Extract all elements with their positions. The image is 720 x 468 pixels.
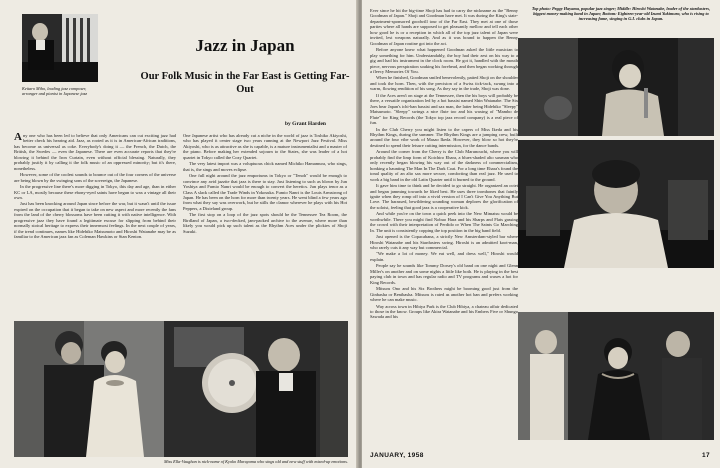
paragraph: When he finished, Goodman smiled benevolently, patted Shoji on the shoulder and took the horn. Then, with the precision of a Swiss tick-tack, swung into a warm, flowing rendition of his song. As they say in the trade, Shoji was done. xyxy=(370,75,518,92)
paragraph: People say he sounds like Tommy Dorsey's old band on one night and Glenn Miller's on another and on some nights a little like both. He is playing in the best paying club in town and has regular radio and TV programs and waxes a hot for King Records. xyxy=(370,263,518,285)
paragraph: It gave him time to think and he decided to go straight. He organized an octet and began jamming towards he liked best. He uses three trombones that faintly ignite when they romp off into a vivid version of I Can't Give You Anything But Love. The harassed, bewildering sounding woman deplores the glorification of the soloist, feeling that good jazz is a cooperative kick. xyxy=(370,183,518,210)
paragraph: In the progressive line there's more digging in Tokyo, this day and age, than in either KC or LA, mostly because these ebony-eyed saints have begun to wax a vintage all their own. xyxy=(14,184,176,200)
paragraph: Ever since he hit the big-time Shoji has had to carry the nickname as the "Benny Goodman of Japan." Shoji and Goodman have met. It was during the King's state-department-sponsored goodwill tour of the Far East. They met at one of those parties where all hands are supposed to get pleasantly mellow and tell each other how good he is or a reception in which all of the top jazz talent of Japan were invited, lest weapons naturally. And as it was bound to happen the Benny Goodman of Japan routine got into the act. xyxy=(370,8,518,46)
paragraph: Just has been knocking around Japan since before the war, but it wasn't until the issue expired on the occupation that it began to take on new aspect and more recently the fans from the land of the cherry blossoms have been cutting it with native intelligence. With progressive jazz they have found a legitimate excuse for slipping from behind their normally stoical heritage to express their innermost feelings. In the next couple of years, if the trend continues, names like Hidehiko Matsumoto and Hiroshi Watanabe may be as familiar to the American jazz fan as Coleman Hawkins or Stan Kenton. xyxy=(14,201,176,240)
paragraph: Around the corner from the Cherry is the Club Marunouchi, where you will probably find the limp form of Koichiro Ehara, a blues-shaded alto saxman who only recently began blowing his way out of the darkness of commercialism, honking a haunting The Man In The Dark Coat. For a long time Ehara's found the tonal quality of an alto sax more secure, comforting than real jazz. He used to work a big band in the old Latin Quarter until it burned to the ground. xyxy=(370,149,518,182)
drop-cap: A xyxy=(14,131,22,143)
paragraph: The very latest import was a voluptuous chick named Michiko Hamamura, who sings, that is, the sings and moves eclipse. xyxy=(183,161,347,172)
column-middle xyxy=(183,133,347,235)
article-title: Jazz in Japan xyxy=(195,36,295,55)
paragraph: If the Aces aren't on stage at the Tennessee, then the his boys will probably be there, a versatile organization led by a hot bassist named Shin Watanabe. The Six Joes bear Japan's ichi-ban bassist and sax man, the latter being Hidehiko "Sleepy" Matsumoto. "Sleepy" swings a nice flute too and his waxing of "Mambo de Flute" for King Records (the Tokyo top jazz record company) is a real piece of fun. xyxy=(370,92,518,126)
pianist-caption: Keitaro Miho, leading jazz composer, arranger and pianist in Japanese jazz xyxy=(22,86,88,97)
izumi-yukimura-image xyxy=(518,312,714,440)
photos-caption: Top photo: Peggy Hayama, popular jazz singer; Middle: Hiroshi Watanabe, leader of the stardusters, biggest money-making band in Japan; Bottom: Eighteen-year-old Izumi Yukimura, who is rising to increasing fame, singing in G.I. clubs in Japan. xyxy=(531,6,711,22)
left-page xyxy=(0,0,358,468)
page-number-right: 17 xyxy=(702,452,711,459)
pianist-image xyxy=(22,14,98,82)
right-page xyxy=(362,0,720,468)
paragraph: One Japanese artist who has already cut a niche in the world of jazz is Toshiko Akiyoshi, who has played it center stage two years running at the Newport Jazz Festival. Miss Akiyoshi, who is as attractive as she is capable, is a mature instrumentalist and a master of the piano. Before making her extended sojourn to the States, she was leader of a hot quartet in Tokyo called the Cozy Quartet. xyxy=(183,133,347,160)
paragraph: In the Club Cherry you might listen to the capers of Miss Ikeda and his Rhythm Kings, during the summer. The Rhythm Kings are a jumping crew, built around the four vibe work of Masao Ikeda. However, they blow so hot they're destined to spend their leisure cutting intermission, for the dance bands. xyxy=(370,126,518,148)
issue-date: JANUARY, 1958 xyxy=(370,452,424,459)
singer-photo xyxy=(14,321,348,457)
singer-caption: Miss Ella-Vaughan is nick-name of Kyoko Maruyama who sings old and new stuff with mixed-up emotions. xyxy=(163,459,348,464)
paragraph: However, some of the coolest sounds to bounce out of the four corners of the universe are being blown by the swinging sons of the sovereign, the Japanese. xyxy=(14,172,176,183)
paragraph: "We make a lot of money. We eat well, and dress well," Hiroshi would explain. xyxy=(370,251,518,262)
paragraph: And while you're on the town a quick peek into the New Mimatsu would be worthwhile. There you might find Nobuo Hara and his Sharps and Flats gassing the crowd with their interpretation of Perdido or When The Saints Go Marching In. The unit is consistently copping the top position in the big band field. xyxy=(370,211,518,233)
paragraph: Any one who has been led to believe that only Americans can cut exciting jazz had better check his hearing aid. Jazz, as rooted as it is in American-African traditions, has become as universal as coke. Everybody's doing it — the French, the Dutch, the British, the Swedes — even the Japanese. There are even accurate reports that they're blowing it behind the Iron Curtain, even without official blessing. Naturally, they probably justify it by calling it the folk music of an oppressed minority; but it's there, nonetheless. xyxy=(14,131,176,171)
column-left xyxy=(14,133,176,241)
hiroshi-watanabe-image xyxy=(518,140,714,268)
pianist-photo xyxy=(22,14,98,82)
paragraph: Mitsuru Ono and his Six Brothers might be booming good just from the Ginbasha or Benibasha. Mitsuru is rated as another hot ban and prefers working where he can make music. xyxy=(370,286,518,303)
peggy-hayama-photo xyxy=(518,38,714,136)
article-byline: by Grant Harden xyxy=(285,121,326,127)
singer-image xyxy=(14,321,348,457)
paragraph: Way across town in Hibiya Park is the Club Hibiya, a chateau affair dedicated to those in the know. Groups like Akira Watanabe and his Embers Five or Shungo Sawada and his xyxy=(370,303,518,320)
hiroshi-watanabe-photo xyxy=(518,140,714,268)
peggy-hayama-image xyxy=(518,38,714,136)
article-subtitle: Our Folk Music in the Far East is Getting Far-Out xyxy=(140,71,350,95)
column-right xyxy=(370,8,518,321)
paragraph: Just opened is the Copacabana, a strictly New Amsterdam-styled bar where Hiroshi Watanabe and his Stardusters swing. Hiroshi is an admitted koot-man, who rarely cuts it any way but commercial. xyxy=(370,234,518,251)
izumi-yukimura-photo xyxy=(518,312,714,440)
paragraph: Before anyone knew what happened Goodman asked the little musician to play something for him. Understandably, the boy had their zest on his way to a gig and had his instrument in the clock room. He got it, handled with the mouth piece, nervous perspiration soaking his forehead, and then began working through a fleecy Memories Of You. xyxy=(370,47,518,74)
paragraph: One full night around the jazz emporiums in Tokyo or "Tenoh" would be enough to convince any avid jazzite that jazz is there to stay. Just listening to such as blown by Jun Yoshiya and Fumio Nanri would be enough to convert the heretics. Jun plays tenor as a Class A slack called the Trade Winds in Yokosuka. Fumio Nanri is the Louis Armstrong of Japan. He has been on the horn for more than twenty years. He went blind a few years ago from what they say was overwork, but he stills the clamor wherever he plays with his Hot Peppers, a Dixieland group. xyxy=(183,173,347,211)
paragraph: The first stop on a loop of the jazz spots should be the Tennessee Tea Room, the Birdland of Japan, a two-decked, jam-packed archive to the avenue, where more than likely you would pick up such talent as the Rhythm Aces under the plickies of Shoji Suzuki. xyxy=(183,212,347,234)
